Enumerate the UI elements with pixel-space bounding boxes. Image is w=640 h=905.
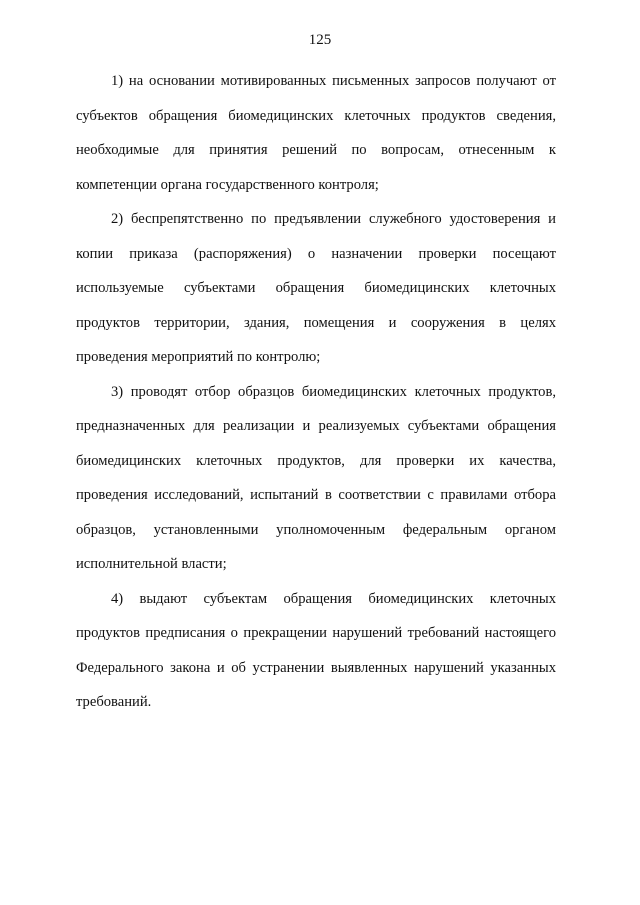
page-number: 125	[308, 32, 332, 48]
document-body	[76, 64, 556, 720]
paragraph-item-1: 1) на основании мотивированных письменных запросов получают от субъектов обращения биомедицинских клеточных продуктов сведения, необходимые для принятия решений по вопросам, отнесенным к компетенции органа государственного контроля;	[76, 73, 556, 193]
paragraph-item-3: 3) проводят отбор образцов биомедицинских клеточных продуктов, предназначенных для реализации и реализуемых субъектами обращения биомедицинских клеточных продуктов, для проверки их качества, проведения исследований, испытаний в соответствии с правилами отбора образцов, установленными уполномоченным федеральным органом исполнительной власти;	[76, 383, 556, 572]
paragraph-item-2: 2) беспрепятственно по предъявлении служебного удостоверения и копии приказа (распоряжения) о назначении проверки посещают используемые субъектами обращения биомедицинских клеточных продуктов территории, здания, помещения и сооружения в целях проведения мероприятий по контролю;	[76, 211, 556, 365]
paragraph-item-4: 4) выдают субъектам обращения биомедицинских клеточных продуктов предписания о прекращении нарушений требований настоящего Федерального закона и об устранении выявленных нарушений указанных требований.	[76, 590, 556, 710]
